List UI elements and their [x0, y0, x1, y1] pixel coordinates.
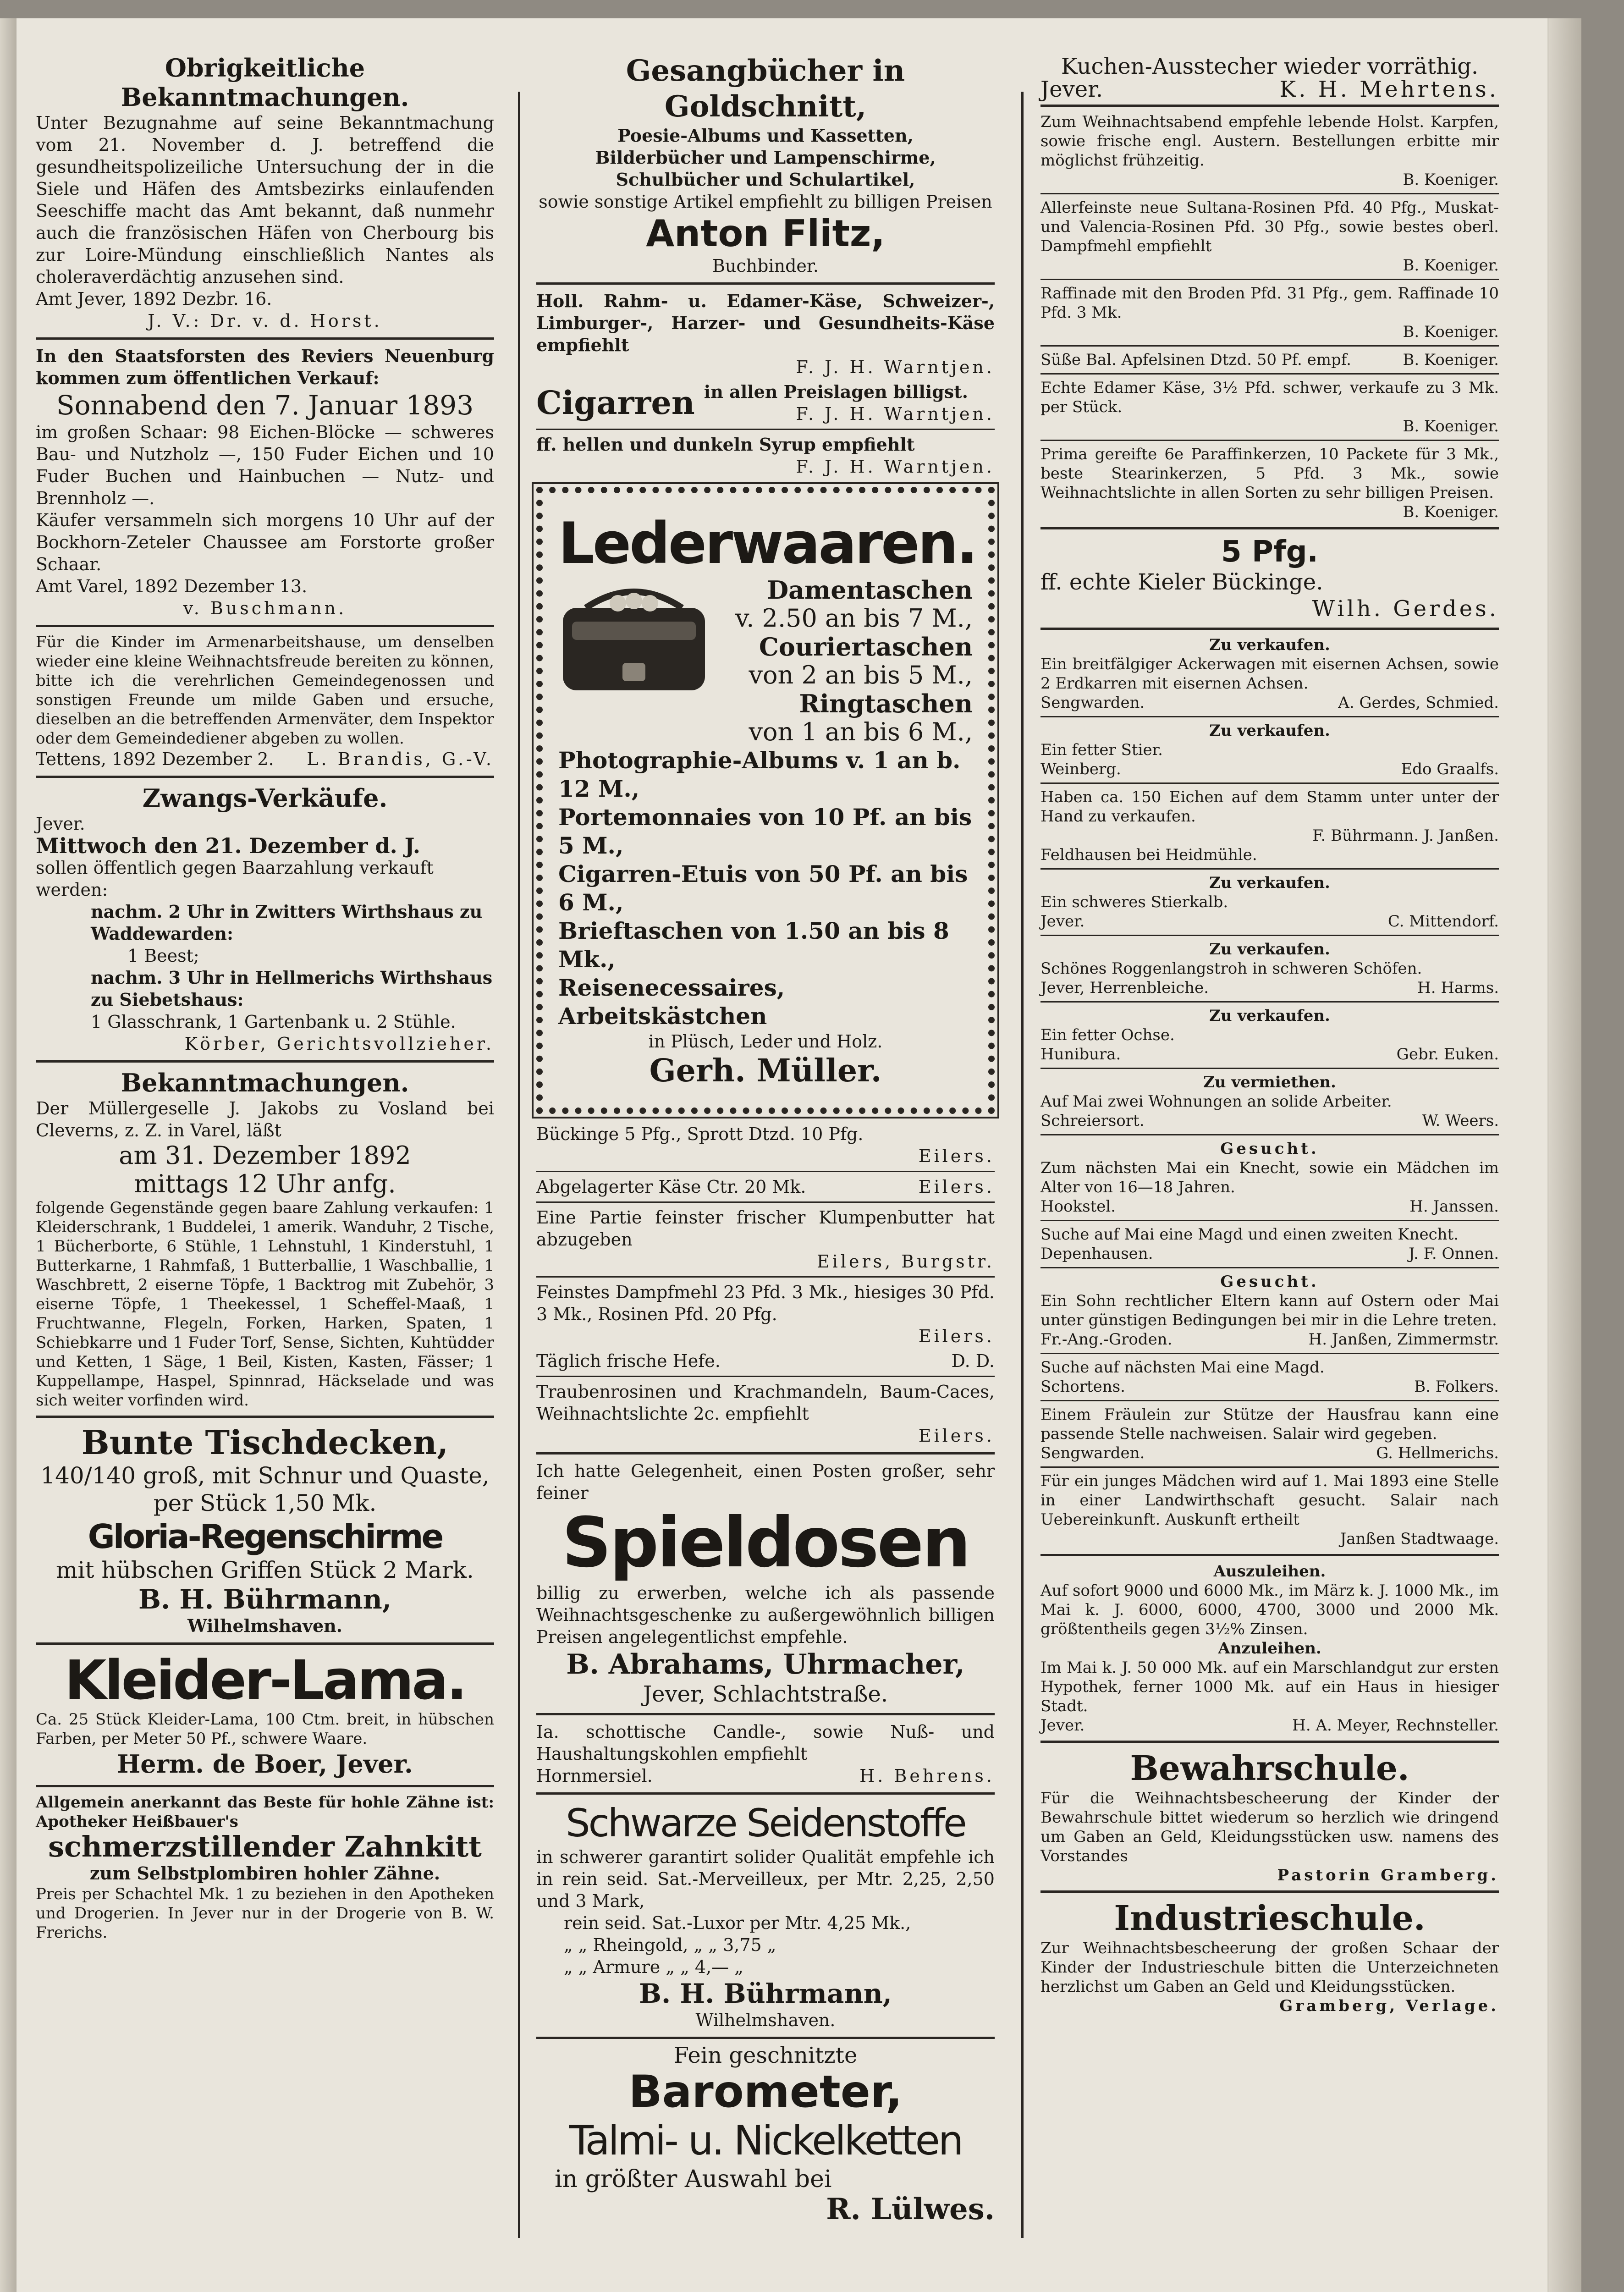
ad-sign: Wilh. Gerdes.	[1312, 596, 1499, 622]
ad-maedchen-stelle	[1040, 1471, 1499, 1548]
ad-title: Industrieschule.	[1114, 1899, 1426, 1938]
ad-sign: Gramberg, Verlage.	[1279, 1997, 1499, 2015]
ad-body: Prima gereifte 6e Paraffinkerzen, 10 Packete für 3 Mk., beste Stearinkerzen, 5 Pfd. 3 Mk., sowie Weihnachtslichte in allen Sorten zu sehr billigen Preisen.	[1040, 445, 1499, 502]
ad-sign: Janßen Stadtwaage.	[1340, 1530, 1499, 1548]
ad-vermiethen	[1040, 1073, 1499, 1130]
ad-body: Holl. Rahm- u. Edamer-Käse, Schweizer-, Limburger-, Harzer- und Gesundheits-Käse empfiehlt	[536, 291, 995, 355]
ad-bewahrschule	[1040, 1748, 1499, 1885]
handbag-illustration	[558, 580, 710, 695]
ad-sign: F. J. H. Warntjen.	[796, 404, 995, 424]
column-1	[36, 50, 494, 2252]
ad-body: Ein breitfälgiger Ackerwagen mit eisernen Achsen, sowie 2 Erdkarren mit eisernen Achsen.	[1040, 655, 1499, 693]
notice-intro: In den Staatsforsten des Reviers Neuenburg kommen zum öffentlichen Verkauf:	[36, 346, 494, 388]
ad-place: Jever.	[1040, 912, 1085, 931]
ad-body: Ein fetter Ochse.	[1040, 1026, 1175, 1044]
column-rule-2	[1021, 92, 1024, 2238]
ad-title-2: Talmi- u. Nickelketten	[569, 2117, 962, 2164]
ad-body: Einem Fräulein zur Stütze der Hausfrau kann eine passende Stelle nachweisen. Salair wird gegeben.	[1040, 1405, 1499, 1443]
ad-body: Für ein junges Mädchen wird auf 1. Mai 1893 eine Stelle in einer Landwirthschaft gesucht. Salair nach Uebereinkunft. Auskunft ertheilt	[1040, 1472, 1499, 1529]
ad-body: Feinstes Dampfmehl 23 Pfd. 3 Mk., hiesiges 30 Pfd. 3 Mk., Rosinen Pfd. 20 Pfg.	[536, 1282, 995, 1324]
ad-bueckinge-eilers	[536, 1123, 995, 1167]
notice-body: Der Müllergeselle J. Jakobs zu Vosland bei Cleverns, z. Z. in Varel, läßt	[36, 1098, 494, 1140]
ad-line-4: Photographie-Albums v. 1 an b. 12 M.,	[558, 747, 961, 802]
ad-body: Für die Weihnachtsbescheerung der Kinder der Bewahrschule bittet wiederum so herzlich wie dringend um Gaben an Geld, Kleidungsstücken usw. namens des Vorstandes	[1040, 1789, 1499, 1865]
ad-title: Lederwaaren.	[558, 511, 976, 577]
ad-title: Auszuleihen.	[1213, 1562, 1326, 1581]
ad-gesangbuecher	[536, 53, 995, 277]
ad-firm: B. H. Bührmann,	[639, 1978, 892, 2009]
ad-sign: Pastorin Gramberg.	[1277, 1866, 1499, 1884]
ad-sign: B. Koeniger.	[1403, 171, 1499, 189]
ad-ackerwagen	[1040, 635, 1499, 712]
ad-sub: zum Selbstplombiren hohler Zähne.	[89, 1863, 440, 1884]
ad-title: Barometer,	[628, 2066, 903, 2117]
ad-lederwaaren-frame	[536, 487, 995, 1114]
ad-gesucht-knecht	[1040, 1139, 1499, 1216]
ad-line-2: „ „ Rheingold, „ „ 3,75 „	[564, 1935, 776, 1955]
ad-sign: B. Folkers.	[1414, 1377, 1499, 1396]
ad-zahnkitt	[36, 1793, 494, 1942]
ad-stierkalb	[1040, 873, 1499, 931]
ad-place: Jever.	[1040, 77, 1103, 102]
notice-date-line: Mittwoch den 21. Dezember d. J.	[36, 833, 420, 858]
notice-title: Zwangs-Verkäufe.	[142, 783, 388, 813]
ad-sign: H. A. Meyer, Rechnsteller.	[1292, 1716, 1499, 1735]
notice-zwangsverkaeufe	[36, 783, 494, 1055]
notice-body-2: Käufer versammeln sich morgens 10 Uhr auf der Bockhorn-Zeteler Chaussee am Forstorte großer Schaar.	[36, 510, 494, 574]
ad-auszuleihen	[1040, 1562, 1499, 1735]
notice-body: im großen Schaar: 98 Eichen-Blöcke — schweres Bau- und Nutzholz —, 150 Fuder Eichen und 10 Fuder Buchen und Hainbuchen — Nutz- und Brennholz —.	[36, 422, 494, 508]
ad-body: Ein schweres Stierkalb.	[1040, 893, 1228, 911]
notice-date: Amt Jever, 1892 Dezbr. 16.	[36, 289, 272, 309]
ad-sign: Edo Graalfs.	[1401, 760, 1499, 778]
ad-title: Gesangbücher in Goldschnitt,	[626, 54, 905, 124]
ad-body: in schwerer garantirt solider Qualität empfehle ich in rein seid. Sat.-Merveilleux, per Mtr. 2,25, 2,50 und 3 Mark,	[536, 1847, 995, 1911]
ad-body: Schönes Roggenlangstroh in schweren Schöfen.	[1040, 959, 1422, 978]
notice-place: Jever.	[36, 814, 85, 834]
ad-magd-onnen	[1040, 1225, 1499, 1263]
ad-karpfen-koeniger	[1040, 112, 1499, 189]
ad-place: Jever, Herrenbleiche.	[1040, 979, 1209, 997]
ad-body: Ia. schottische Candle-, sowie Nuß- und Haushaltungskohlen empfiehlt	[536, 1722, 995, 1764]
ad-body: Täglich frische Hefe.	[536, 1351, 721, 1371]
ad-sign: B. Koeniger.	[1403, 503, 1499, 521]
ad-spieldosen	[536, 1460, 995, 1708]
ad-sign: C. Mittendorf.	[1387, 912, 1499, 931]
ad-body: Haben ca. 150 Eichen auf dem Stamm unter unter der Hand zu verkaufen.	[1040, 788, 1499, 826]
ad-body: Traubenrosinen und Krachmandeln, Baum-Caces, Weihnachtslichte 2c. empfiehlt	[536, 1382, 995, 1424]
ad-title: Gesucht.	[1220, 1140, 1319, 1158]
ad-title: Gesucht.	[1220, 1273, 1319, 1291]
page-edge-left	[0, 18, 17, 2292]
ad-title-2: Gloria-Regenschirme	[88, 1517, 442, 1556]
column-rule-1	[518, 92, 520, 2238]
notice-title: Bekanntmachungen.	[121, 1068, 409, 1097]
ad-kuchen-ausstecher	[1040, 53, 1499, 102]
ad-magd-folkers	[1040, 1358, 1499, 1396]
ad-kaese-eilers	[536, 1176, 995, 1198]
ad-place: Hunibura.	[1040, 1045, 1121, 1063]
ad-line-1a: Damentaschen	[767, 575, 973, 605]
ad-kaese-warntjen	[536, 290, 995, 378]
ad-sign: Gebr. Euken.	[1396, 1045, 1499, 1063]
ad-line-1: rein seid. Sat.-Luxor per Mtr. 4,25 Mk.,	[564, 1913, 911, 1933]
ad-firm: Herm. de Boer, Jever.	[117, 1749, 413, 1779]
ad-title: Zu vermiethen.	[1203, 1073, 1336, 1091]
ad-ochse	[1040, 1006, 1499, 1064]
ad-body: Zum nächsten Mai ein Knecht, sowie ein Mädchen im Alter von 16—18 Jahren.	[1040, 1159, 1499, 1196]
ad-stier	[1040, 721, 1499, 779]
ad-line-9: in Plüsch, Leder und Holz.	[648, 1031, 883, 1052]
ad-kerzen-koeniger	[1040, 445, 1499, 522]
notice-item-2: nachm. 3 Uhr in Hellmerichs Wirthshaus zu Siebetshaus:	[91, 967, 493, 1010]
ad-sign: Eilers.	[918, 1146, 995, 1166]
notice-sign: L. Brandis, G.-V.	[307, 749, 494, 769]
ad-place: Wilhelmshaven.	[695, 2010, 836, 2030]
ad-line-3: Schulbücher und Schulartikel,	[616, 169, 915, 190]
ad-firm: B. H. Bührmann,	[138, 1584, 391, 1615]
ad-place: Fr.-Ang.-Groden.	[1040, 1330, 1173, 1349]
ad-line-1: 140/140 groß, mit Schnur und Quaste,	[40, 1462, 490, 1489]
ad-sign: Eilers.	[918, 1177, 995, 1197]
notice-item-1b: 1 Beest;	[127, 946, 199, 966]
ad-place: Hookstel.	[1040, 1197, 1116, 1216]
ad-role: Buchbinder.	[712, 256, 819, 276]
ad-rosinen-eilers	[536, 1381, 995, 1447]
ad-firm: Gerh. Müller.	[649, 1052, 882, 1089]
ad-line-1: Poesie-Albums und Kassetten,	[617, 125, 914, 146]
ad-sign: H. Janßen, Zimmermstr.	[1308, 1330, 1499, 1349]
ad-title: Zu verkaufen.	[1209, 636, 1330, 654]
ad-body: Suche auf Mai eine Magd und einen zweiten Knecht.	[1040, 1225, 1459, 1244]
notice-body: Für die Kinder im Armenarbeitshause, um denselben wieder eine kleine Weihnachtsfreude bereiten zu können, bitte ich die verehrlichen Gemeindegenossen und sonstigen Freunde um milde Gaben und ersuche, dieselben an die betreffenden Armenväter, dem Inspektor oder dem Gemeindediener abgeben zu wollen.	[36, 633, 494, 748]
ad-place: Feldhausen bei Heidmühle.	[1040, 846, 1257, 864]
notice-date: Tettens, 1892 Dezember 2.	[36, 749, 274, 769]
ad-line-2b: von 2 an bis 5 M.,	[749, 661, 973, 689]
ad-title-2: Anzuleihen.	[1218, 1639, 1321, 1658]
ad-body: Eine Partie feinster frischer Klumpenbutter hat abzugeben	[536, 1207, 995, 1250]
ad-body: Zum Weihnachtsabend empfehle lebende Holst. Karpfen, sowie frische engl. Austern. Bestellungen erbitte mir möglichst frühzeitig.	[1040, 113, 1499, 170]
ad-intro: Ich hatte Gelegenheit, einen Posten großer, sehr feiner	[536, 1461, 995, 1503]
ad-body: in größter Auswahl bei	[555, 2165, 832, 2193]
ad-line-2: per Stück 1,50 Mk.	[153, 1490, 377, 1516]
notice-sign: Körber, Gerichtsvollzieher.	[184, 1034, 494, 1054]
ad-sign: W. Weers.	[1422, 1112, 1499, 1130]
ad-place: Depenhausen.	[1040, 1245, 1153, 1263]
ad-sign: H. Janssen.	[1409, 1197, 1499, 1216]
ad-title: schmerzstillender Zahnkitt	[48, 1830, 482, 1863]
ad-line-5: Portemonnaies von 10 Pf. an bis 5 M.,	[558, 804, 972, 859]
ad-cigarren-warntjen	[536, 381, 995, 425]
ad-place: Wilhelmshaven.	[187, 1615, 343, 1636]
ad-title: Zu verkaufen.	[1209, 874, 1330, 892]
ad-place: Jever.	[1040, 1716, 1085, 1735]
ad-firm: B. Abrahams, Uhrmacher,	[566, 1648, 965, 1680]
ad-body: Allerfeinste neue Sultana-Rosinen Pfd. 40 Pfg., Muskat- und Valencia-Rosinen Pfd. 30 Pfg., sowie bestes oberl. Dampfmehl empfiehlt	[1040, 198, 1499, 255]
ad-body: Süße Bal. Apfelsinen Dtzd. 50 Pf. empf.	[1040, 351, 1351, 369]
ad-apfelsinen-koeniger	[1040, 350, 1499, 369]
ad-sign: A. Gerdes, Schmied.	[1338, 694, 1499, 712]
ad-body: Zur Weihnachtsbescheerung der großen Schaar der Kinder der Industrieschule bitten die Unterzeichneten herzlichst um Gaben an Geld und Kleidungsstücken.	[1040, 1939, 1499, 1996]
notice-staatsforsten	[36, 345, 494, 619]
ad-place: Sengwarden.	[1040, 1444, 1145, 1462]
ad-edamer-koeniger	[1040, 378, 1499, 436]
ad-sign: K. H. Mehrtens.	[1279, 77, 1499, 102]
ad-body: Suche auf nächsten Mai eine Magd.	[1040, 1358, 1325, 1377]
ad-sign: H. Harms.	[1417, 979, 1499, 997]
ad-place: Schortens.	[1040, 1377, 1125, 1396]
notice-body-2: folgende Gegenstände gegen baare Zahlung verkaufen: 1 Kleiderschrank, 1 Buddelei, 1 amerik. Wanduhr, 2 Tische, 1 Bücherborte, 6 Stühle, 1 Lehnstuhl, 1 Kinderstuhl, 1 Butterkarne, 1 Rahmfaß, 1 Butterballie, 1 Waschballie, 1 Waschbrett, 2 eiserne Töpfe, 1 Backtrog mit Zubehör, 3 eiserne Töpfe, 1 Theekessel, 1 Scheffel-Maaß, 1 Fruchtwanne, Flegeln, Forken, Harken, Spaten, 1 Schiebkarre und 1 Fuder Torf, Sense, Sichten, Kuhtüdder und Ketten, 1 Säge, 1 Beil, Kisten, Kasten, Fässer; 1 Kuppellampe, Haspel, Spinnrad, Häckselade und was sich weiter vorfinden wird.	[36, 1199, 494, 1410]
ad-title: Zu verkaufen.	[1209, 940, 1330, 959]
ad-industrieschule	[1040, 1898, 1499, 2016]
notice-date-big-1: am 31. Dezember 1892	[119, 1141, 411, 1170]
ad-line-3: „ „ Armure „ „ 4,— „	[564, 1957, 743, 1977]
ad-line-2a: Couriertaschen	[759, 632, 973, 661]
ad-fraeulein	[1040, 1405, 1499, 1463]
ad-butter-eilers	[536, 1207, 995, 1273]
ad-tischdecken	[36, 1423, 494, 1637]
ad-intro: Allgemein anerkannt das Beste für hohle Zähne ist: Apotheker Heißbauer's	[36, 1793, 494, 1831]
ad-body-2: Im Mai k. J. 50 000 Mk. auf ein Marschlandgut zur ersten Hypothek, ferner 1000 Mk. auf ein Haus in hiesiger Stadt.	[1040, 1658, 1499, 1715]
ad-title: 5 Pfg.	[1221, 535, 1318, 569]
ad-kleider-lama	[36, 1650, 494, 1780]
ad-body: Ein fetter Stier.	[1040, 741, 1163, 759]
ad-body: Auf Mai zwei Wohnungen an solide Arbeiter.	[1040, 1092, 1392, 1111]
notice-item-1: nachm. 2 Uhr in Zwitters Wirthshaus zu Waddewarden:	[91, 901, 483, 944]
notice-bekanntmachungen	[36, 1068, 494, 1410]
ad-line-3a: Ringtaschen	[799, 689, 973, 718]
ad-gesucht-lehre	[1040, 1272, 1499, 1349]
ad-title: Zu verkaufen.	[1209, 1007, 1330, 1025]
ad-line-6: Cigarren-Etuis von 50 Pf. an bis 6 M.,	[558, 860, 968, 916]
ad-barometer	[536, 2044, 995, 2225]
ad-body: billig zu erwerben, welche ich als passende Weihnachtsgeschenke zu außergewöhnlich billigen Preisen angelegentlichst empfehle.	[536, 1583, 995, 1647]
ad-place: Weinberg.	[1040, 760, 1121, 778]
notice-date-big: Sonnabend den 7. Januar 1893	[56, 390, 474, 421]
notice-body: sollen öffentlich gegen Baarzahlung verkauft werden:	[36, 858, 434, 900]
ad-raffinade-koeniger	[1040, 284, 1499, 342]
notice-title: Obrigkeitliche Bekanntmachungen.	[121, 53, 409, 112]
ad-firm: R. Lülwes.	[826, 2192, 995, 2226]
ad-line-2: Bilderbücher und Lampenschirme,	[595, 147, 936, 168]
ad-body: ff. hellen und dunkeln Syrup empfiehlt	[536, 434, 915, 455]
notice-date-big-2: mittags 12 Uhr anfg.	[134, 1169, 396, 1198]
ad-sign: F. J. H. Warntjen.	[796, 457, 995, 477]
notice-armenarbeitshaus	[36, 633, 494, 770]
ad-hefe	[536, 1350, 995, 1372]
ad-line-4: sowie sonstige Artikel empfiehlt zu billigen Preisen	[539, 192, 992, 212]
ad-sign: H. Behrens.	[859, 1766, 995, 1786]
ad-body: Auf sofort 9000 und 6000 Mk., im März k. J. 1000 Mk., im Mai k. J. 6000, 6000, 4700, 3000 und 2000 Mk. größtentheils gegen 3½% Zinsen.	[1040, 1581, 1499, 1638]
ad-rosinen-koeniger	[1040, 198, 1499, 275]
ad-roggenstroh	[1040, 940, 1499, 997]
ad-body: Ein Sohn rechtlicher Eltern kann auf Ostern oder Mai unter günstigen Bedingungen bei mir in die Lehre treten.	[1040, 1292, 1499, 1329]
ad-place: Schreiersort.	[1040, 1112, 1145, 1130]
ad-body: in allen Preislagen billigst.	[704, 381, 968, 402]
notice-item-2b: 1 Glasschrank, 1 Gartenbank u. 2 Stühle.	[91, 1012, 456, 1032]
notice-date: Amt Varel, 1892 Dezember 13.	[36, 576, 308, 596]
column-3	[1040, 50, 1499, 2252]
ad-mehl-eilers	[536, 1281, 995, 1347]
notice-sign: v. Buschmann.	[183, 598, 347, 618]
ad-title: Schwarze Seidenstoffe	[566, 1801, 965, 1846]
ad-bueckinge-gerdes	[1040, 535, 1499, 622]
ad-sign: Eilers.	[918, 1426, 995, 1446]
ad-sign: J. F. Onnen.	[1408, 1245, 1499, 1263]
ad-eichen	[1040, 788, 1499, 865]
ad-line-3b: von 1 an bis 6 M.,	[749, 717, 973, 746]
ad-firm: Anton Flitz,	[646, 212, 885, 255]
ad-title: Bewahrschule.	[1130, 1749, 1409, 1788]
ad-title: Spieldosen	[562, 1503, 969, 1583]
ad-sign: Eilers.	[918, 1326, 995, 1346]
notice-sign: J. V.: Dr. v. d. Horst.	[148, 311, 382, 331]
ad-sign: B. Koeniger.	[1403, 256, 1499, 275]
ad-place: Hornmersiel.	[536, 1766, 653, 1786]
notice-body: Unter Bezugnahme auf seine Bekanntmachung vom 21. November d. J. betreffend die gesundheitspolizeiliche Untersuchung der in die Siele und Häfen des Amtsbezirks einlaufenden Seeschiffe macht das Amt bekannt, daß nunmehr auch die französischen Häfen von Cherbourg bis zur Loire-Mündung einschließlich Nantes als choleraverdächtig anzusehen sind.	[36, 113, 494, 287]
ad-body: Abgelagerter Käse Ctr. 20 Mk.	[536, 1177, 806, 1197]
ad-sign: B. Koeniger.	[1403, 323, 1499, 341]
ad-sign: G. Hellmerichs.	[1376, 1444, 1499, 1462]
ad-intro: Fein geschnitzte	[673, 2043, 858, 2068]
ad-kohlen-behrens	[536, 1721, 995, 1787]
ad-title: Zu verkaufen.	[1209, 722, 1330, 740]
notice-obrigkeitliche	[36, 53, 494, 332]
ad-place: Jever, Schlachtstraße.	[643, 1681, 888, 1707]
ad-sign: D. D.	[951, 1351, 995, 1371]
ad-body: Ca. 25 Stück Kleider-Lama, 100 Ctm. breit, in hübschen Farben, per Meter 50 Pf., schwere Waare.	[36, 1710, 494, 1748]
ad-body: Echte Edamer Käse, 3½ Pfd. schwer, verkaufe zu 3 Mk. per Stück.	[1040, 379, 1499, 416]
ad-body: Raffinade mit den Broden Pfd. 31 Pfg., gem. Raffinade 10 Pfd. 3 Mk.	[1040, 284, 1499, 322]
ad-line-3: mit hübschen Griffen Stück 2 Mark.	[56, 1557, 474, 1583]
ad-place: Sengwarden.	[1040, 694, 1145, 712]
ad-line-1b: v. 2.50 an bis 7 M.,	[735, 604, 973, 633]
ad-title: Kleider-Lama.	[64, 1648, 466, 1712]
ad-body: Bückinge 5 Pfg., Sprott Dtzd. 10 Pfg.	[536, 1124, 864, 1144]
ad-body: Preis per Schachtel Mk. 1 zu beziehen in den Apotheken und Drogerien. In Jever nur in der Drogerie von B. W. Frerichs.	[36, 1885, 494, 1942]
page-edge-right	[1549, 18, 1581, 2292]
ad-sign: B. Koeniger.	[1403, 351, 1499, 369]
ad-title: Cigarren	[536, 384, 695, 422]
ad-body: ff. echte Kieler Bückinge.	[1040, 569, 1323, 595]
ad-title: Kuchen-Ausstecher wieder vorräthig.	[1061, 54, 1479, 79]
ad-sign: B. Koeniger.	[1403, 417, 1499, 435]
ad-syrup-warntjen	[536, 434, 995, 478]
ad-title: Bunte Tischdecken,	[81, 1423, 449, 1462]
ad-line-8: Reisenecessaires, Arbeitskästchen	[558, 974, 785, 1030]
ad-line-7: Brieftaschen von 1.50 an bis 8 Mk.,	[558, 917, 949, 973]
ad-sign: F. Bührmann. J. Janßen.	[1312, 826, 1499, 845]
ad-sign: Eilers, Burgstr.	[816, 1251, 995, 1272]
ad-seidenstoffe	[536, 1800, 995, 2031]
column-2	[536, 50, 995, 2252]
ad-sign: F. J. H. Warntjen.	[796, 357, 995, 377]
